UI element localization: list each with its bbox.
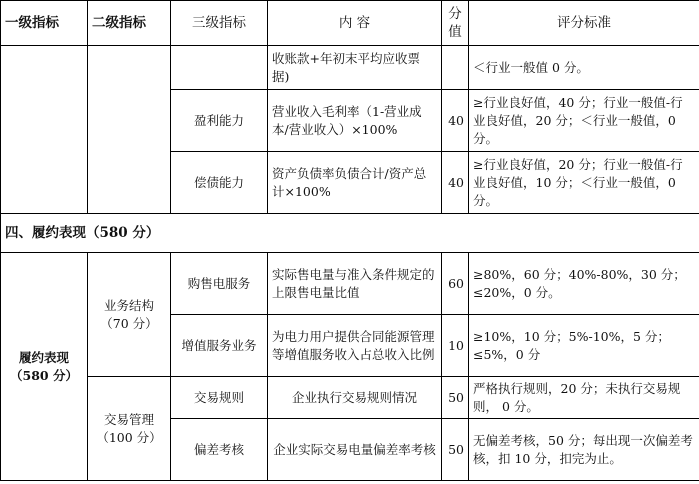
criteria-cell: ＜行业一般值 0 分。 (469, 46, 699, 90)
content-cell: 收账款+年初末平均应收票据) (268, 46, 442, 90)
score-cell: 10 (442, 315, 469, 377)
table-row (1, 377, 699, 419)
criteria-cell: ≥10%，10 分；5%-10%，5 分；≤5%，0 分 (469, 315, 699, 377)
level2-cell (88, 46, 171, 214)
level3-value-added: 增值服务业务 (171, 315, 268, 377)
score-cell: 40 (442, 152, 469, 214)
score-cell (442, 46, 469, 90)
header-criteria: 评分标准 (469, 1, 699, 46)
level1-cell (1, 46, 88, 214)
level3-cell: 偿债能力 (171, 152, 268, 214)
level3-deviation: 偏差考核 (171, 419, 268, 481)
table-row (1, 46, 699, 90)
level3-cell: 盈利能力 (171, 90, 268, 152)
criteria-cell: ≥80%，60 分；40%-80%，30 分；≤20%，0 分。 (469, 253, 699, 315)
criteria-cell: 无偏差考核，50 分；每出现一次偏差考核，扣 10 分，扣完为止。 (469, 419, 699, 481)
criteria-cell: ≥行业良好值，20 分；行业一般值-行业良好值，10 分；＜行业一般值，0 分。 (469, 152, 699, 214)
score-cell: 50 (442, 377, 469, 419)
criteria-cell: ≥行业良好值，40 分；行业一般值-行业良好值，20 分；＜行业一般值，0 分。 (469, 90, 699, 152)
header-level2: 二级指标 (88, 1, 171, 46)
criteria-cell: 严格执行规则，20 分；未执行交易规则， 0 分。 (469, 377, 699, 419)
level2-trading: 交易管理（100 分） (88, 377, 171, 481)
level3-rules: 交易规则 (171, 377, 268, 419)
content-cell: 企业执行交易规则情况 (268, 377, 442, 419)
score-cell: 60 (442, 253, 469, 315)
level3-cell (171, 46, 268, 90)
section-title: 四、履约表现（580 分） (1, 214, 699, 253)
score-cell: 40 (442, 90, 469, 152)
level2-business: 业务结构（70 分） (88, 253, 171, 377)
section-row (1, 214, 699, 253)
content-cell: 企业实际交易电量偏差率考核 (268, 419, 442, 481)
content-cell: 资产负债率负债合计/资产总计×100% (268, 152, 442, 214)
content-cell: 营业收入毛利率（1-营业成本/营业收入）×100% (268, 90, 442, 152)
content-cell: 实际售电量与准入条件规定的上限售电量比值 (268, 253, 442, 315)
content-cell: 为电力用户提供合同能源管理等增值服务收入占总收入比例 (268, 315, 442, 377)
header-content: 内 容 (268, 1, 442, 46)
score-cell: 50 (442, 419, 469, 481)
level3-sales: 购售电服务 (171, 253, 268, 315)
header-level3: 三级指标 (171, 1, 268, 46)
header-row (1, 1, 699, 46)
table-row (1, 253, 699, 315)
header-score: 分值 (442, 1, 469, 46)
level1-performance: 履约表现（580 分） (1, 253, 88, 481)
header-level1: 一级指标 (1, 1, 88, 46)
